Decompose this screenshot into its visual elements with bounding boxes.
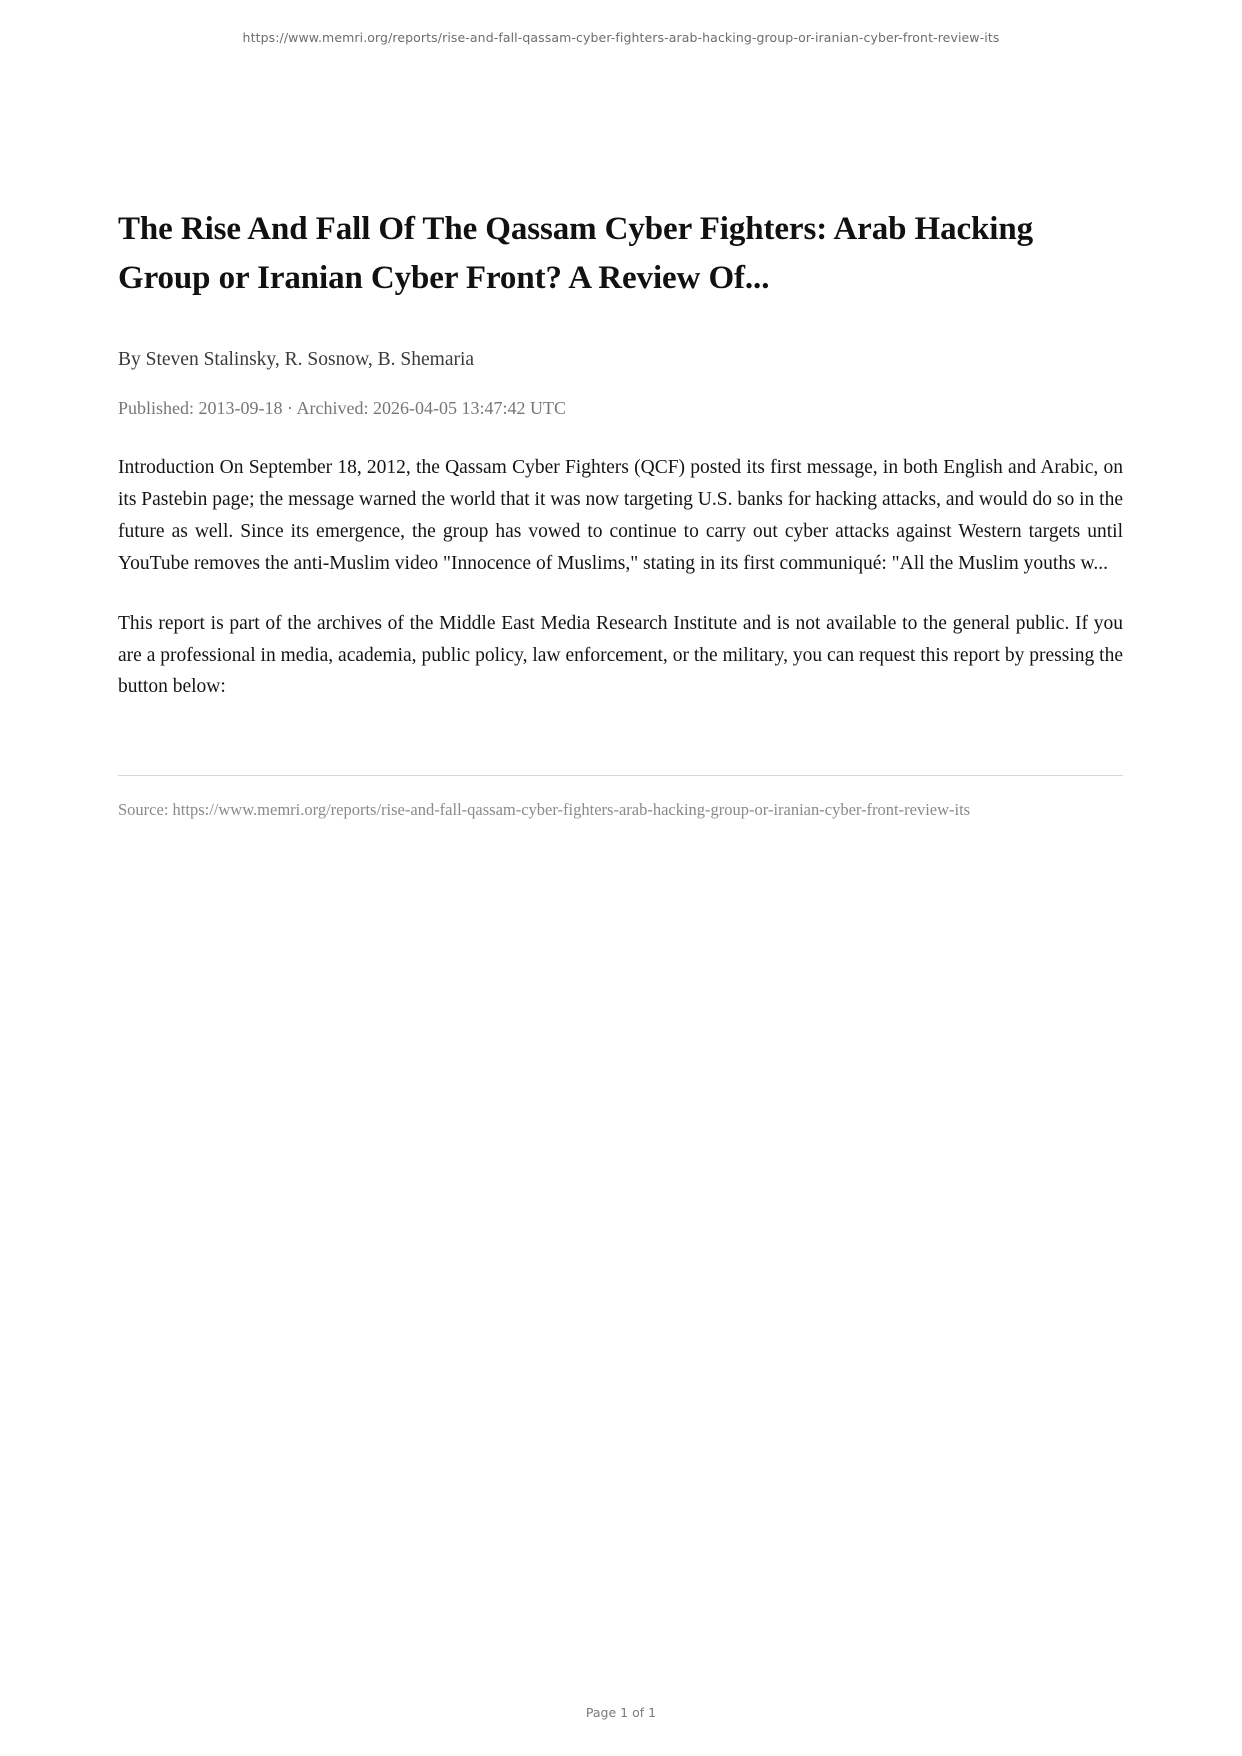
body-paragraph: This report is part of the archives of the Middle East Media Research Institute and is not available to the general public. If you are a professional in media, academia, public policy, law enforcement, or the military, you can request this report by pressing the button below: [118, 612, 1123, 698]
page-indicator: Page 1 of 1 [585, 1705, 657, 1720]
document-content [118, 205, 1123, 820]
content-divider [118, 775, 1123, 776]
publication-dates: Published: 2013-09-18 · Archived: 2026-04-05 13:47:42 UTC [118, 397, 566, 418]
page-title: The Rise And Fall Of The Qassam Cyber Fighters: Arab Hacking Group or Iranian Cyber Front? A Review Of... [118, 211, 1034, 296]
header-url: https://www.memri.org/reports/rise-and-fall-qassam-cyber-fighters-arab-hacking-group-or-iranian-cyber-front-review-its [242, 30, 1000, 45]
author-byline: By Steven Stalinsky, R. Sosnow, B. Shemaria [118, 348, 475, 370]
source-line: Source: https://www.memri.org/reports/rise-and-fall-qassam-cyber-fighters-arab-hacking-group-or-iranian-cyber-front-review-its [118, 800, 971, 820]
body-paragraph: Introduction On September 18, 2012, the Qassam Cyber Fighters (QCF) posted its first message, in both English and Arabic, on its Pastebin page; the message warned the world that it was now targeting U.S. banks for hacking attacks, and would do so in the future as well. Since its emergence, the group has vowed to continue to carry out cyber attacks against Western targets until YouTube removes the anti-Muslim video "Innocence of Muslims," stating in its first communiqué: "All the Muslim youths w... [118, 456, 1123, 574]
